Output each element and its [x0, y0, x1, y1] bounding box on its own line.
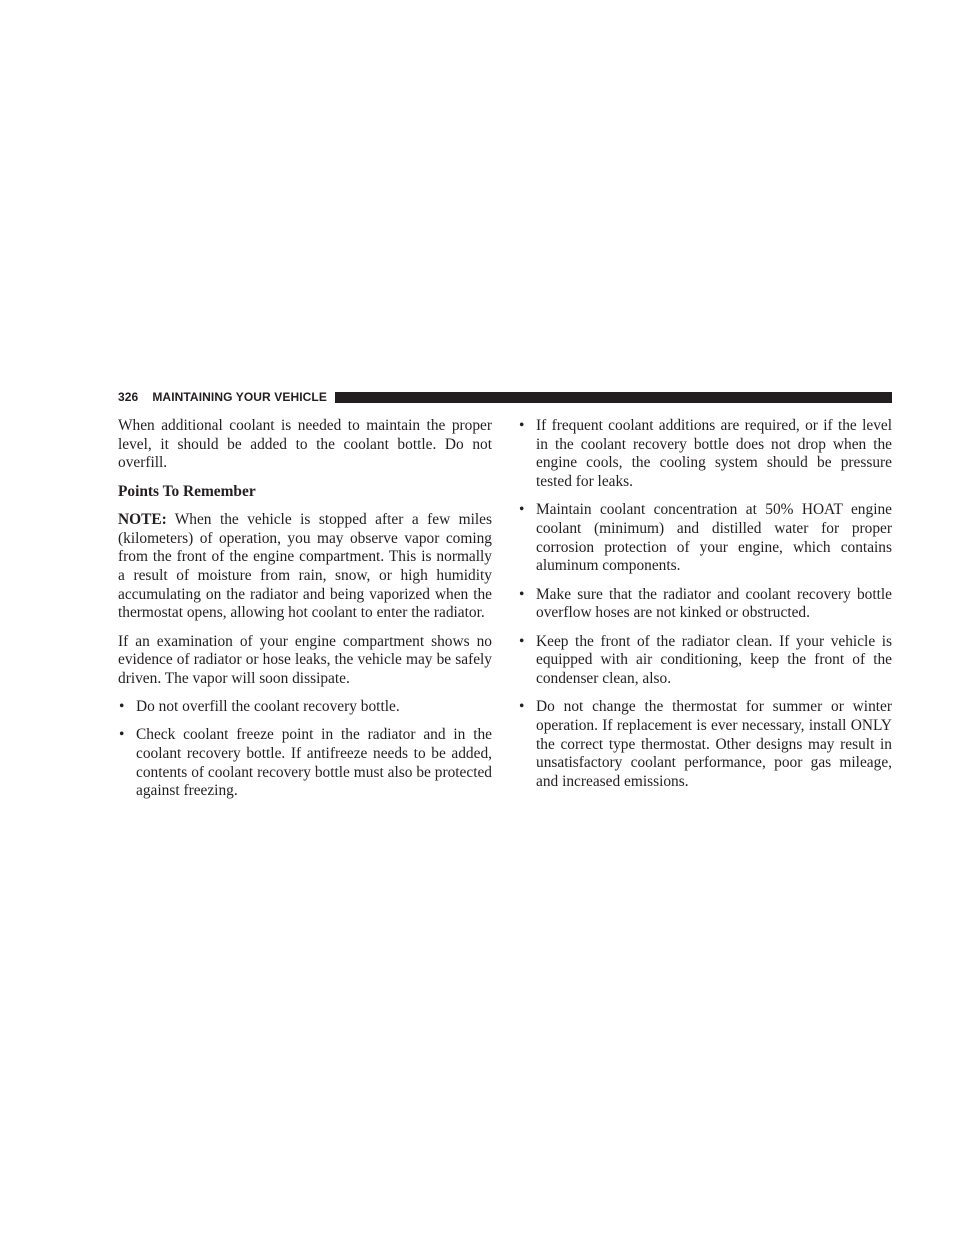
section-title: MAINTAINING YOUR VEHICLE — [152, 390, 327, 404]
list-item-text: Maintain coolant concentration at 50% HOAT engine coolant (minimum) and distilled water for proper corrosion protection of your engine, which contains aluminum components. — [536, 501, 892, 575]
list-item — [518, 633, 892, 689]
note-label: NOTE: — [118, 510, 167, 528]
list-item — [118, 698, 492, 717]
page-header — [118, 390, 892, 404]
note-paragraph — [118, 511, 492, 623]
bullet-icon: • — [519, 501, 525, 519]
right-column — [518, 417, 892, 801]
list-item — [518, 698, 892, 792]
bullet-icon: • — [119, 698, 125, 716]
bullet-icon: • — [519, 417, 525, 434]
list-item-text: Make sure that the radiator and coolant recovery bottle overflow hoses are not kinked or obstructed. — [536, 585, 892, 622]
list-item-text: Keep the front of the radiator clean. If your vehicle is equipped with air conditioning, keep the front of the condenser clean, also. — [536, 632, 892, 687]
right-bullet-list — [518, 417, 892, 792]
bullet-icon: • — [519, 585, 525, 603]
list-item — [518, 417, 892, 492]
header-rule — [335, 392, 892, 403]
list-item-text: Do not overfill the coolant recovery bottle. — [136, 698, 400, 716]
points-heading: Points To Remember — [118, 482, 256, 500]
list-item-text: Check coolant freeze point in the radiator and in the coolant recovery bottle. If antifreeze needs to be added, contents of coolant recovery bottle must also be protected against freezing. — [136, 726, 492, 800]
list-item — [518, 501, 892, 576]
bullet-icon: • — [519, 698, 525, 716]
bullet-icon: • — [119, 726, 125, 744]
left-column — [118, 417, 492, 811]
examination-paragraph: If an examination of your engine compartment shows no evidence of radiator or hose leaks, the vehicle may be safely driven. The vapor will soon dissipate. — [118, 632, 492, 687]
list-item-text: Do not change the thermostat for summer or winter operation. If replacement is ever necessary, install ONLY the correct type thermostat. Other designs may result in unsatisfactory coolant performance, poor gas mileage, and increased emissions. — [536, 698, 892, 790]
list-item — [518, 586, 892, 623]
page-number: 326 — [118, 390, 139, 404]
intro-paragraph: When additional coolant is needed to maintain the proper level, it should be added to the coolant bottle. Do not overfill. — [118, 417, 492, 472]
bullet-icon: • — [519, 632, 525, 650]
note-text: When the vehicle is stopped after a few miles (kilometers) of operation, you may observe vapor coming from the front of the engine compartment. This is normally a result of moisture from rain, snow, or high humidity accumulating on the radiator and being vaporized when the thermostat opens, allowing hot coolant to enter the radiator. — [118, 510, 492, 622]
left-bullet-list — [118, 698, 492, 801]
list-item-text: If frequent coolant additions are required, or if the level in the coolant recovery bottle does not drop when the engine cools, the cooling system should be pressure tested for leaks. — [536, 417, 892, 491]
list-item — [118, 726, 492, 801]
